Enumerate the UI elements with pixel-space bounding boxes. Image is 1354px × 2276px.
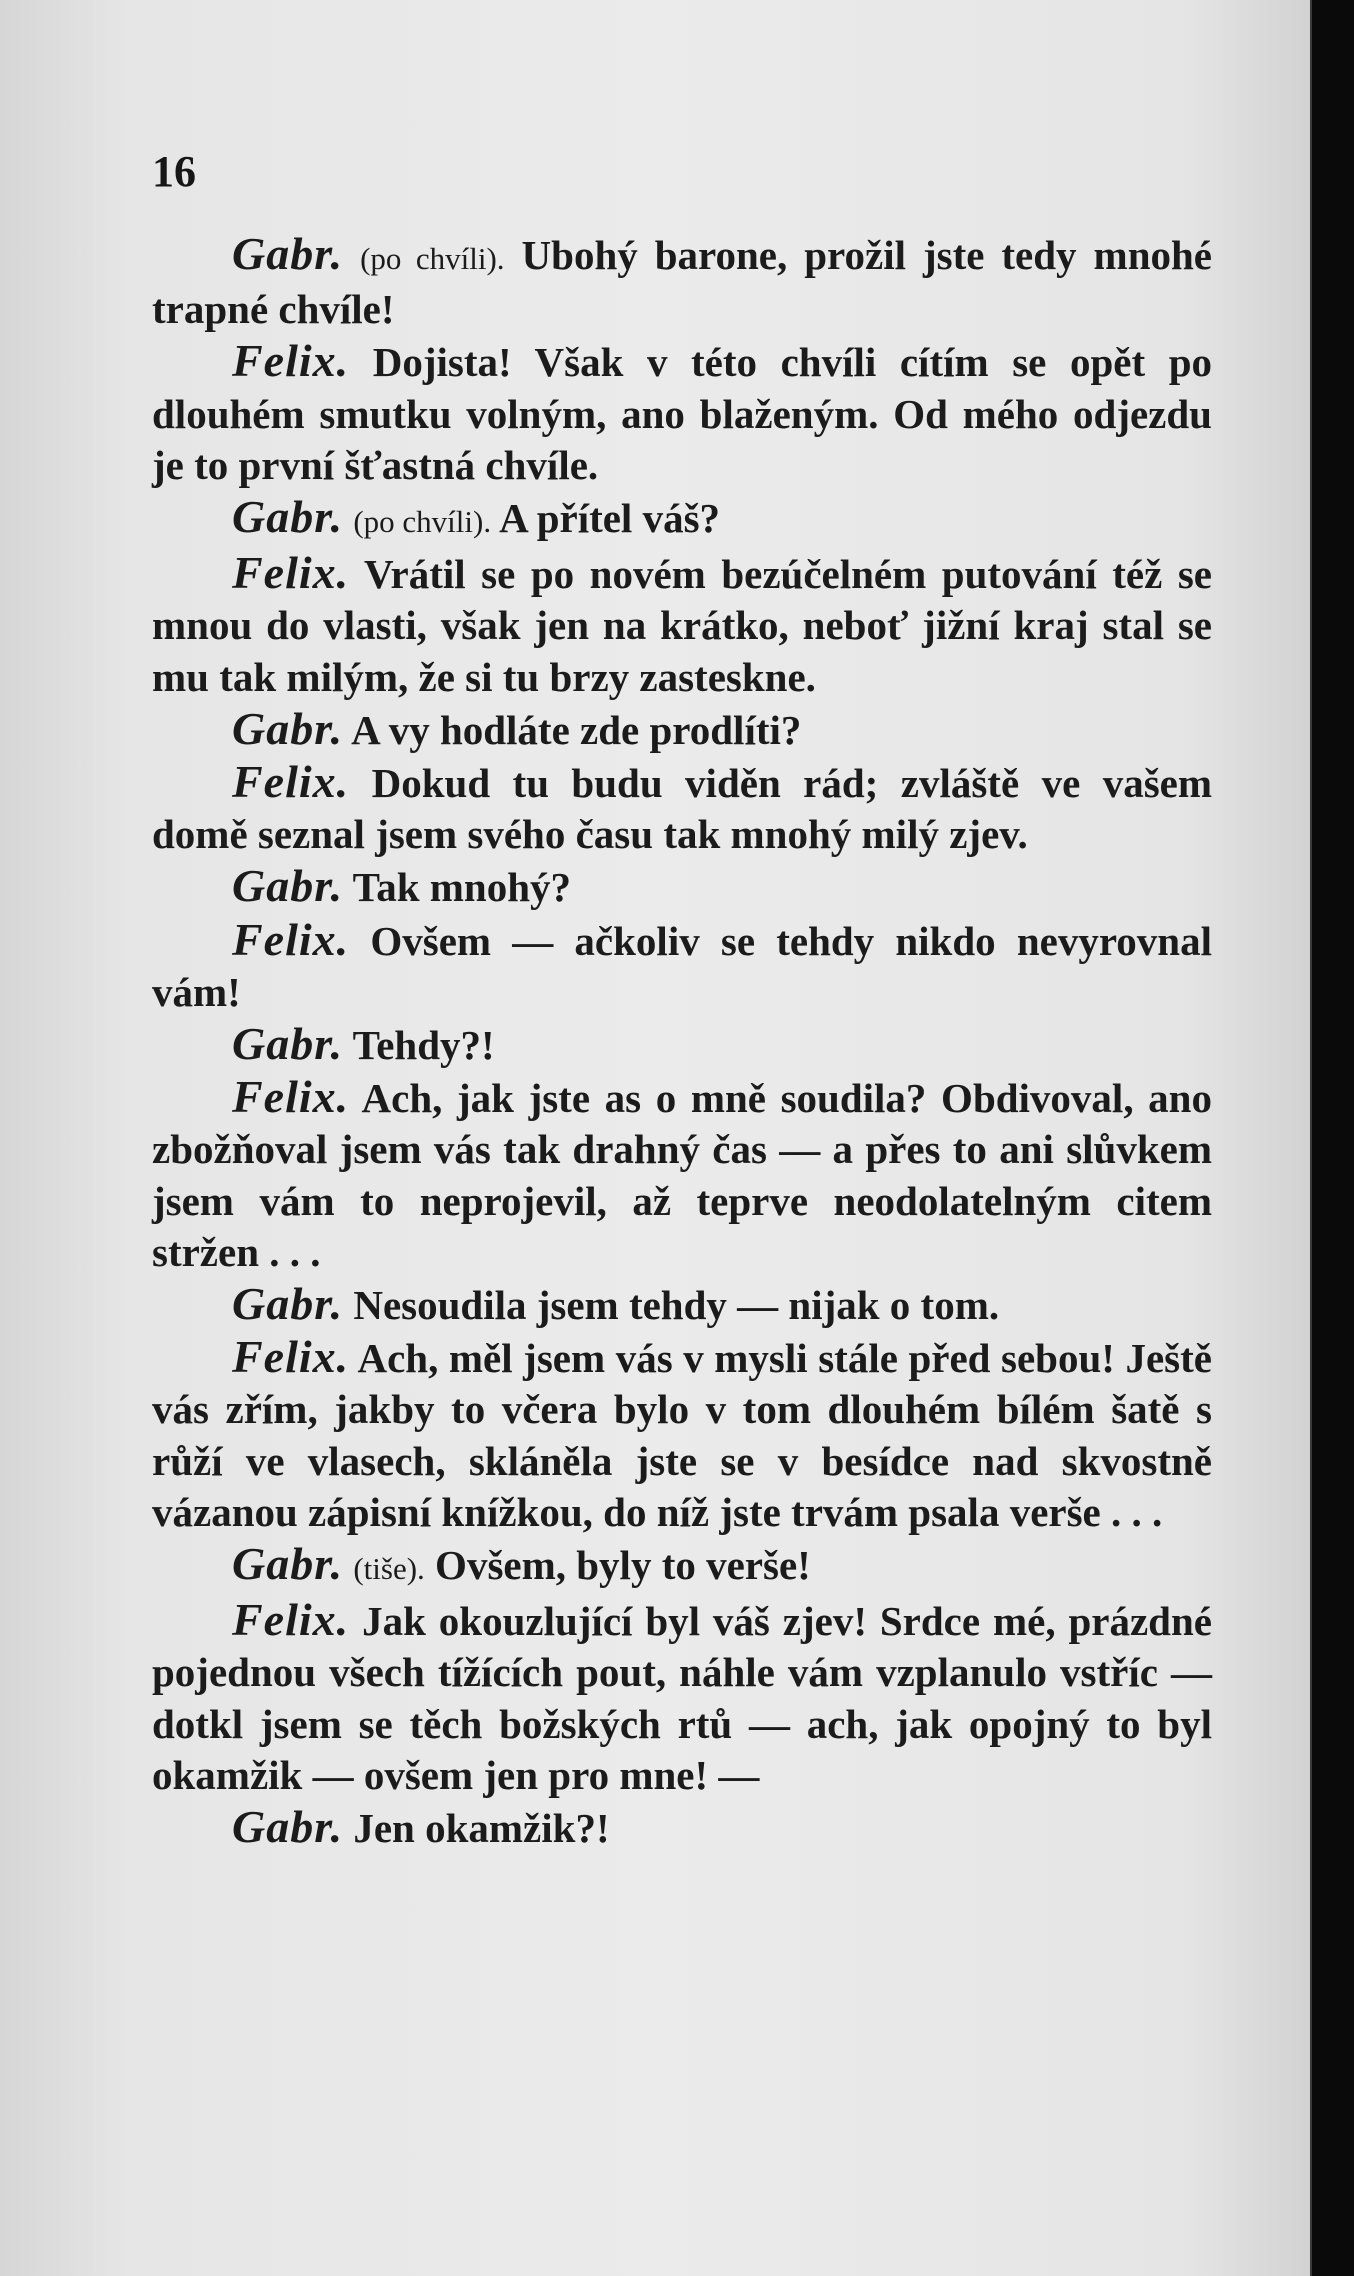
speaker-name: Gabr. [232, 1278, 344, 1330]
spoken-line: A vy hodláte zde prodlíti? [351, 706, 802, 753]
speaker-name: Felix. [232, 547, 350, 599]
dialogue-paragraph [152, 703, 1212, 756]
dialogue-paragraph [152, 547, 1212, 703]
stage-direction: (po chvíli). [353, 504, 492, 540]
speaker-name: Gabr. [232, 1018, 344, 1070]
spoken-line: Ach, jak jste as o mně soudila? Obdivoval, ano zbožňoval jsem vás tak drahný čas — a přes to ani slůvkem jsem vám to neprojevil, až teprve neodolatelným citem stržen . . . [152, 1075, 1212, 1275]
speaker-name: Felix. [232, 1594, 350, 1646]
spoken-line: Jak okouzlující byl váš zjev! Srdce mé, prázdné pojednou všech tížících pout, náhle vám vzplanulo vstříc — dotkl jsem se těch božských rtů — ach, jak opojný to byl okamžik — ovšem jen pro mne! — [152, 1598, 1212, 1798]
speaker-name: Felix. [232, 1331, 350, 1383]
spoken-line: A přítel váš? [499, 495, 721, 542]
spoken-line: Ach, měl jsem vás v mysli stále před sebou! Ještě vás zřím, jakby to včera bylo v tom dlouhém bílém šatě s růží ve vlasech, skláněla jste se v besídce nad skvostně vázanou zápisní knížkou, do níž jste trvám psala verše . . . [152, 1335, 1212, 1535]
speaker-name: Gabr. [232, 702, 344, 754]
dialogue-paragraph [152, 1071, 1212, 1278]
spoken-line: Tehdy?! [352, 1022, 495, 1069]
dialogue-text [152, 228, 1212, 1854]
speaker-name: Gabr. [232, 860, 344, 912]
spoken-line: Dokud tu budu viděn rád; zvláště ve vašem domě seznal jsem svého času tak mnohý milý zjev. [152, 760, 1213, 858]
dialogue-paragraph [152, 914, 1212, 1018]
dialogue-paragraph [152, 1801, 1212, 1854]
spoken-line: Vrátil se po novém bezúčelném putování též se mnou do vlasti, však jen na krátko, neboť jižní kraj stal se mu tak milým, že si tu brzy zasteskne. [152, 551, 1212, 700]
dialogue-paragraph [152, 1538, 1212, 1594]
dialogue-paragraph [152, 335, 1212, 491]
speaker-name: Gabr. [232, 491, 344, 543]
page-number: 16 [152, 147, 196, 196]
spoken-line: Ovšem — ačkoliv se tehdy nikdo nevyrovnal vám! [152, 917, 1212, 1015]
dialogue-paragraph [152, 756, 1212, 860]
speaker-name: Felix. [232, 1071, 350, 1123]
speaker-name: Felix. [232, 913, 350, 965]
speaker-name: Felix. [232, 335, 350, 387]
book-spine-shadow [1312, 0, 1354, 2276]
dialogue-paragraph [152, 1594, 1212, 1801]
speaker-name: Gabr. [232, 1801, 344, 1853]
spoken-line: Tak mnohý? [352, 864, 572, 911]
speaker-name: Gabr. [232, 228, 344, 279]
stage-direction: (po chvíli). [360, 241, 505, 276]
dialogue-paragraph [152, 491, 1212, 547]
stage-direction: (tiše). [353, 1551, 425, 1587]
spoken-line: Nesoudila jsem tehdy — nijak o tom. [353, 1282, 1000, 1329]
dialogue-paragraph [152, 1278, 1212, 1331]
spoken-line: Jen okamžik?! [353, 1805, 610, 1852]
speaker-name: Gabr. [232, 1538, 344, 1590]
dialogue-paragraph [152, 860, 1212, 913]
spoken-line: Ubohý barone, prožil jste tedy mnohé trapné chvíle! [152, 232, 1212, 333]
dialogue-paragraph [152, 1331, 1212, 1538]
spoken-line: Dojista! Však v této chvíli cítím se opět po dlouhém smutku volným, ano blaženým. Od mého odjezdu je to první šťastná chvíle. [152, 339, 1212, 488]
speaker-name: Felix. [232, 756, 350, 808]
spoken-line: Ovšem, byly to verše! [435, 1542, 811, 1589]
dialogue-paragraph [152, 1018, 1212, 1071]
dialogue-paragraph [152, 228, 1212, 335]
